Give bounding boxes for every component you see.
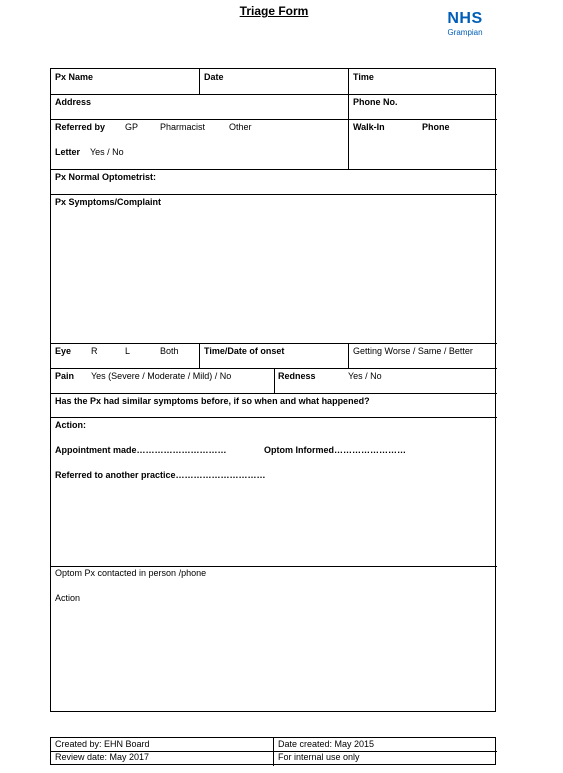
row-divider [51, 566, 497, 567]
form-title: Triage Form [239, 4, 309, 18]
address-label: Address [55, 97, 92, 107]
row-divider [51, 194, 497, 195]
eye-right-option: R [91, 346, 98, 356]
row-divider [51, 343, 497, 344]
triage-form-table [50, 68, 496, 712]
referred-gp-option: GP [125, 122, 139, 132]
walk-in-option: Walk-In [353, 122, 385, 132]
letter-label: Letter [55, 147, 81, 157]
review-date: Review date: May 2017 [55, 752, 150, 762]
row-divider [51, 169, 497, 170]
optom-px-contacted-label: Optom Px contacted in person /phone [55, 568, 207, 578]
footer-col-divider [273, 738, 274, 766]
created-by: Created by: EHN Board [55, 739, 150, 749]
time-label: Time [353, 72, 374, 82]
similar-symptoms-label: Has the Px had similar symptoms before, if so when and what happened? [55, 396, 370, 406]
progression-options: Getting Worse / Same / Better [353, 346, 473, 356]
redness-label: Redness [278, 371, 316, 381]
onset-label: Time/Date of onset [204, 346, 285, 356]
document-footer-table [50, 737, 496, 765]
referred-pharmacist-option: Pharmacist [160, 122, 206, 132]
referred-other-option: Other [229, 122, 252, 132]
col-divider [348, 69, 349, 169]
phone-no-label: Phone No. [353, 97, 398, 107]
letter-options: Yes / No [90, 147, 124, 157]
appointment-made-label: Appointment made………………………… [55, 445, 227, 455]
eye-label: Eye [55, 346, 72, 356]
date-created: Date created: May 2015 [278, 739, 375, 749]
col-divider [274, 368, 275, 393]
normal-optometrist-label: Px Normal Optometrist: [55, 172, 157, 182]
col-divider [199, 343, 200, 368]
action-header: Action: [55, 420, 86, 430]
row-divider [51, 417, 497, 418]
internal-use-note: For internal use only [278, 752, 360, 762]
eye-both-option: Both [160, 346, 179, 356]
eye-left-option: L [125, 346, 131, 356]
phone-option: Phone [422, 122, 450, 132]
logo-subtitle: Grampian [447, 28, 483, 37]
redness-options: Yes / No [348, 371, 382, 381]
row-divider [51, 393, 497, 394]
symptoms-label: Px Symptoms/Complaint [55, 197, 162, 207]
pain-options: Yes (Severe / Moderate / Mild) / No [91, 371, 232, 381]
action-label: Action [55, 593, 81, 603]
row-divider [51, 94, 497, 95]
col-divider [348, 343, 349, 368]
pain-label: Pain [55, 371, 75, 381]
px-name-label: Px Name [55, 72, 94, 82]
nhs-grampian-logo [440, 10, 490, 38]
optom-informed-label: Optom Informed…………………… [264, 445, 406, 455]
logo-mark: NHS [447, 10, 483, 27]
col-divider [199, 69, 200, 94]
referred-by-label: Referred by [55, 122, 106, 132]
date-label: Date [204, 72, 224, 82]
referred-practice-label: Referred to another practice………………………… [55, 470, 266, 480]
row-divider [51, 119, 497, 120]
